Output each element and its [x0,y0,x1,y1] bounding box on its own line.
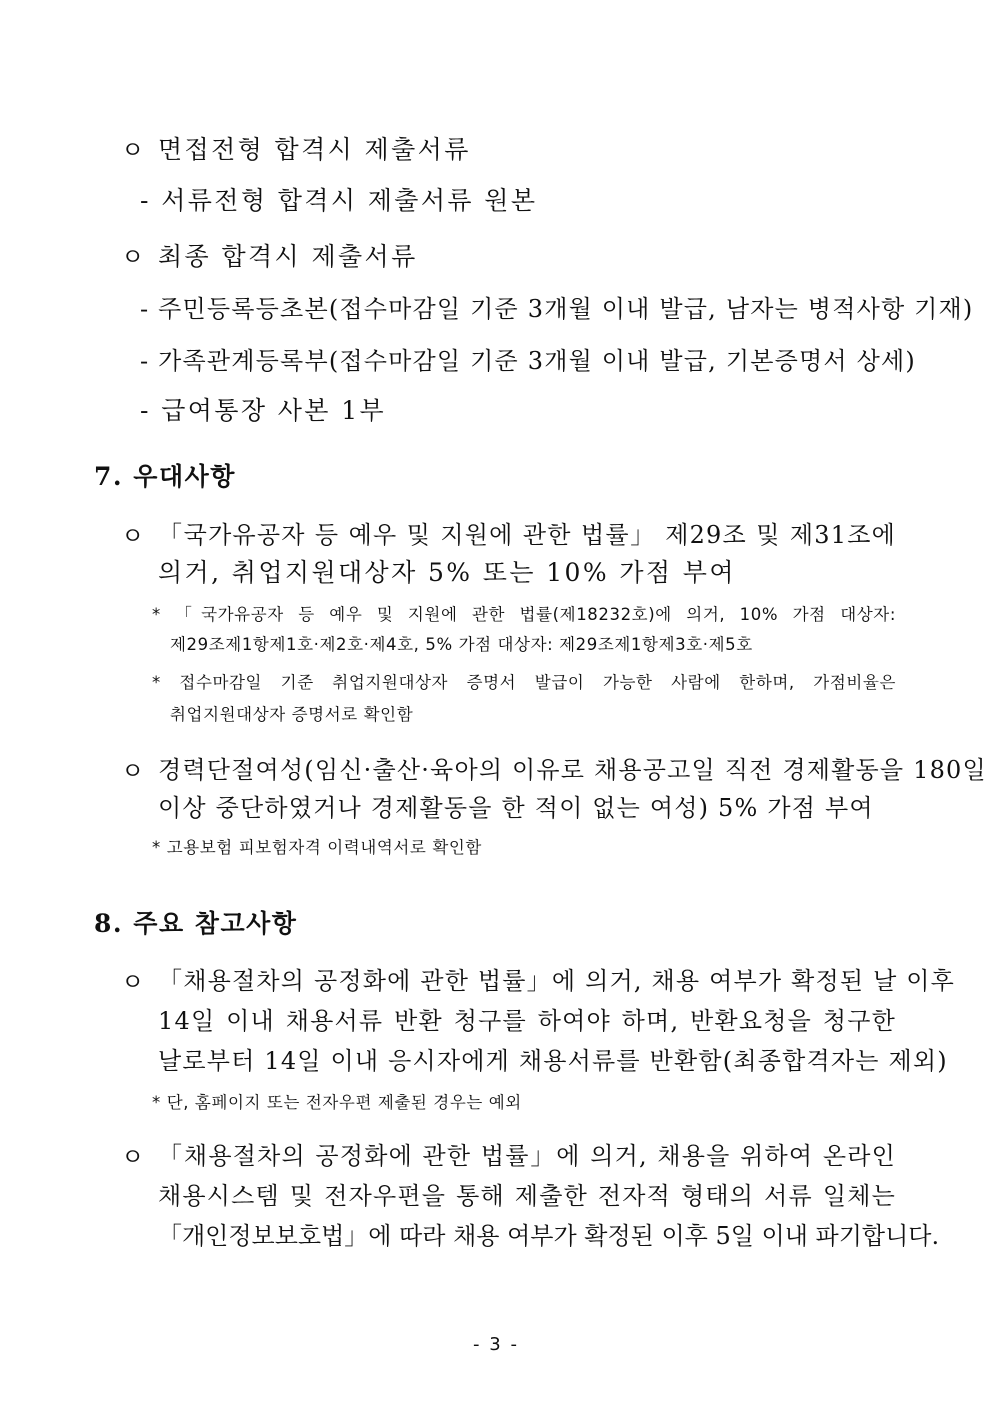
note-line: * 단, 홈페이지 또는 전자우편 제출된 경우는 예외 [152,1093,522,1112]
bullet-icon: ㅇ [121,1143,145,1171]
bullet-text: 최종 합격시 제출서류 [158,242,418,271]
note-line: * 「국가유공자 등 예우 및 지원에 관한 법률(제18232호)에 의거, 10% 가점 대상자: [152,605,896,624]
bullet-icon: ㅇ [121,757,145,785]
section-heading: 7. 우대사항 [94,462,236,491]
detail-line: - 급여통장 사본 1부 [140,396,387,425]
bullet-icon: ㅇ [121,136,145,164]
bullet-text: 「채용절차의 공정화에 관한 법률」에 의거, 채용 여부가 확정된 날 이후 [158,967,956,995]
bullet-text-continued: 채용시스템 및 전자우편을 통해 제출한 전자적 형태의 서류 일체는 [158,1182,896,1210]
bullet-icon: ㅇ [121,243,145,271]
bullet-text-continued: 「개인정보보호법」에 따라 채용 여부가 확정된 이후 5일 이내 파기합니다. [158,1222,940,1250]
bullet-text-continued: 의거, 취업지원대상자 5% 또는 10% 가점 부여 [158,558,736,587]
bullet-text-continued: 이상 중단하였거나 경제활동을 한 적이 없는 여성) 5% 가점 부여 [158,794,874,822]
bullet-text: 「국가유공자 등 예우 및 지원에 관한 법률」 제29조 및 제31조에 [158,521,896,549]
bullet-text: 「채용절차의 공정화에 관한 법률」에 의거, 채용을 위하여 온라인 [158,1142,896,1170]
detail-line: - 가족관계등록부(접수마감일 기준 3개월 이내 발급, 기본증명서 상세) [140,347,916,375]
note-line: 취업지원대상자 증명서로 확인함 [170,705,414,724]
note-line: * 접수마감일 기준 취업지원대상자 증명서 발급이 가능한 사람에 한하며, 가점비율은 [152,673,896,692]
bullet-text-continued: 14일 이내 채용서류 반환 청구를 하여야 하며, 반환요청을 청구한 [158,1007,896,1035]
section-heading: 8. 주요 참고사항 [94,909,298,938]
bullet-icon: ㅇ [121,968,145,996]
bullet-text: 면접전형 합격시 제출서류 [158,135,471,164]
bullet-text-continued: 날로부터 14일 이내 응시자에게 채용서류를 반환함(최종합격자는 제외) [158,1047,948,1075]
bullet-icon: ㅇ [121,522,145,550]
detail-line: - 주민등록등초본(접수마감일 기준 3개월 이내 발급, 남자는 병적사항 기재) [140,295,974,323]
detail-line: - 서류전형 합격시 제출서류 원본 [140,186,538,215]
page-number: - 3 - [473,1334,519,1355]
bullet-text: 경력단절여성(임신·출산·육아의 이유로 채용공고일 직전 경제활동을 180일 [158,756,987,784]
note-line: 제29조제1항제1호·제2호·제4호, 5% 가점 대상자: 제29조제1항제3호·제5호 [170,635,753,654]
note-line: * 고용보험 피보험자격 이력내역서로 확인함 [152,838,482,857]
